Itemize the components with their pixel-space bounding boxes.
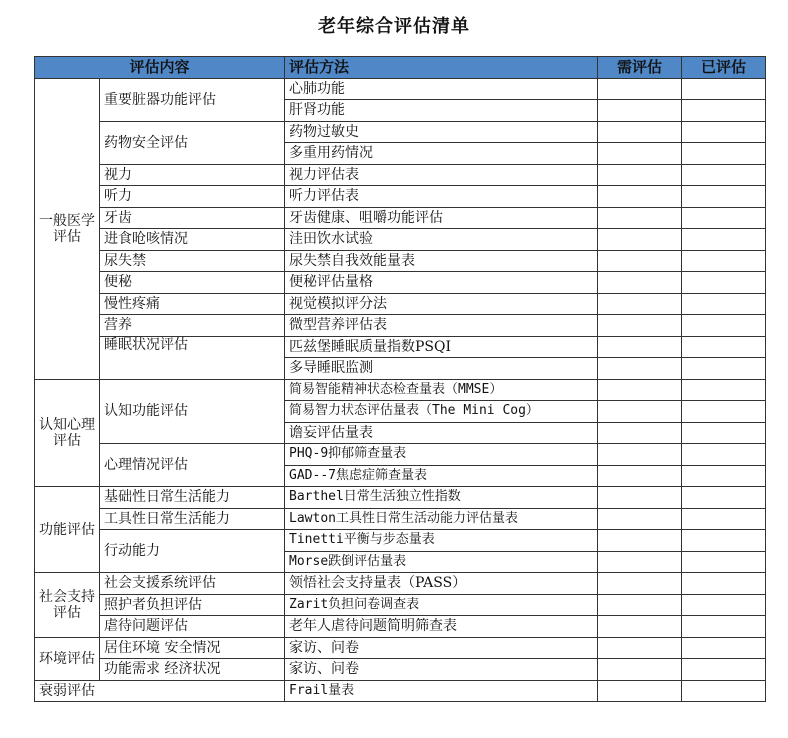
need-checkbox[interactable] xyxy=(598,487,682,509)
table-row xyxy=(35,680,766,702)
method-cell: 洼田饮水试验 xyxy=(285,229,598,251)
done-checkbox[interactable] xyxy=(682,379,766,401)
group-cognitive: 认知心理评估 xyxy=(35,379,100,487)
done-checkbox[interactable] xyxy=(682,143,766,165)
table-row xyxy=(35,487,766,509)
item-cell: 社会支援系统评估 xyxy=(100,573,285,595)
table-row xyxy=(35,594,766,616)
method-cell: 匹兹堡睡眠质量指数PSQI xyxy=(285,336,598,358)
need-checkbox[interactable] xyxy=(598,186,682,208)
item-cell: 功能需求 经济状况 xyxy=(100,659,285,681)
need-checkbox[interactable] xyxy=(598,444,682,466)
done-checkbox[interactable] xyxy=(682,229,766,251)
table-row xyxy=(35,293,766,315)
header-done: 已评估 xyxy=(682,57,766,79)
done-checkbox[interactable] xyxy=(682,465,766,487)
item-cell: 睡眠状况评估 xyxy=(100,336,285,379)
table-row xyxy=(35,573,766,595)
item-cell: 营养 xyxy=(100,315,285,337)
need-checkbox[interactable] xyxy=(598,401,682,423)
item-cell: 居住环境 安全情况 xyxy=(100,637,285,659)
done-checkbox[interactable] xyxy=(682,293,766,315)
done-checkbox[interactable] xyxy=(682,315,766,337)
table-row xyxy=(35,121,766,143)
table-row xyxy=(35,186,766,208)
done-checkbox[interactable] xyxy=(682,680,766,702)
method-cell: 家访、问卷 xyxy=(285,637,598,659)
done-checkbox[interactable] xyxy=(682,616,766,638)
done-checkbox[interactable] xyxy=(682,487,766,509)
method-cell: 视力评估表 xyxy=(285,164,598,186)
method-cell: Barthel日常生活独立性指数 xyxy=(285,487,598,509)
item-cell: 虐待问题评估 xyxy=(100,616,285,638)
need-checkbox[interactable] xyxy=(598,508,682,530)
done-checkbox[interactable] xyxy=(682,401,766,423)
group-environment: 环境评估 xyxy=(35,637,100,680)
method-cell: 听力评估表 xyxy=(285,186,598,208)
item-cell: 认知功能评估 xyxy=(100,379,285,444)
need-checkbox[interactable] xyxy=(598,637,682,659)
need-checkbox[interactable] xyxy=(598,164,682,186)
done-checkbox[interactable] xyxy=(682,508,766,530)
need-checkbox[interactable] xyxy=(598,594,682,616)
table-row xyxy=(35,444,766,466)
item-cell: 进食呛咳情况 xyxy=(100,229,285,251)
method-cell: PHQ-9抑郁筛查量表 xyxy=(285,444,598,466)
need-checkbox[interactable] xyxy=(598,358,682,380)
page-title: 老年综合评估清单 xyxy=(318,16,470,37)
table-row xyxy=(35,637,766,659)
group-general: 一般医学评估 xyxy=(35,78,100,379)
item-cell: 重要脏器功能评估 xyxy=(100,78,285,121)
method-cell: 视觉模拟评分法 xyxy=(285,293,598,315)
done-checkbox[interactable] xyxy=(682,100,766,122)
table-row xyxy=(35,659,766,681)
item-cell: 慢性疼痛 xyxy=(100,293,285,315)
need-checkbox[interactable] xyxy=(598,207,682,229)
method-cell: 家访、问卷 xyxy=(285,659,598,681)
method-cell: 药物过敏史 xyxy=(285,121,598,143)
item-cell: 牙齿 xyxy=(100,207,285,229)
need-checkbox[interactable] xyxy=(598,379,682,401)
done-checkbox[interactable] xyxy=(682,573,766,595)
need-checkbox[interactable] xyxy=(598,250,682,272)
need-checkbox[interactable] xyxy=(598,465,682,487)
done-checkbox[interactable] xyxy=(682,207,766,229)
need-checkbox[interactable] xyxy=(598,121,682,143)
table-row xyxy=(35,229,766,251)
item-cell: 行动能力 xyxy=(100,530,285,573)
method-cell: 心肺功能 xyxy=(285,78,598,100)
header-content: 评估内容 xyxy=(35,57,285,79)
table-row xyxy=(35,315,766,337)
done-checkbox[interactable] xyxy=(682,186,766,208)
need-checkbox[interactable] xyxy=(598,616,682,638)
done-checkbox[interactable] xyxy=(682,444,766,466)
method-cell: Frail量表 xyxy=(285,680,598,702)
item-cell: 工具性日常生活能力 xyxy=(100,508,285,530)
need-checkbox[interactable] xyxy=(598,78,682,100)
method-cell: 便秘评估量格 xyxy=(285,272,598,294)
need-checkbox[interactable] xyxy=(598,315,682,337)
need-checkbox[interactable] xyxy=(598,551,682,573)
header-row xyxy=(35,57,766,79)
method-cell: 牙齿健康、咀嚼功能评估 xyxy=(285,207,598,229)
done-checkbox[interactable] xyxy=(682,530,766,552)
table-row xyxy=(35,616,766,638)
need-checkbox[interactable] xyxy=(598,229,682,251)
need-checkbox[interactable] xyxy=(598,272,682,294)
table-row xyxy=(35,164,766,186)
method-cell: 尿失禁自我效能量表 xyxy=(285,250,598,272)
done-checkbox[interactable] xyxy=(682,272,766,294)
need-checkbox[interactable] xyxy=(598,143,682,165)
need-checkbox[interactable] xyxy=(598,659,682,681)
method-cell: Lawton工具性日常生活动能力评估量表 xyxy=(285,508,598,530)
done-checkbox[interactable] xyxy=(682,594,766,616)
done-checkbox[interactable] xyxy=(682,78,766,100)
need-checkbox[interactable] xyxy=(598,573,682,595)
need-checkbox[interactable] xyxy=(598,422,682,444)
item-cell: 尿失禁 xyxy=(100,250,285,272)
item-cell: 药物安全评估 xyxy=(100,121,285,164)
need-checkbox[interactable] xyxy=(598,530,682,552)
method-cell: Zarit负担问卷调查表 xyxy=(285,594,598,616)
header-need: 需评估 xyxy=(598,57,682,79)
method-cell: 肝肾功能 xyxy=(285,100,598,122)
done-checkbox[interactable] xyxy=(682,250,766,272)
need-checkbox[interactable] xyxy=(598,680,682,702)
item-cell: 视力 xyxy=(100,164,285,186)
group-social: 社会支持评估 xyxy=(35,573,100,638)
method-cell: 领悟社会支持量表（PASS） xyxy=(285,573,598,595)
method-cell: Morse跌倒评估量表 xyxy=(285,551,598,573)
method-cell: 老年人虐待问题简明筛查表 xyxy=(285,616,598,638)
done-checkbox[interactable] xyxy=(682,551,766,573)
group-frailty: 衰弱评估 xyxy=(35,680,285,702)
done-checkbox[interactable] xyxy=(682,637,766,659)
method-cell: 多重用药情况 xyxy=(285,143,598,165)
method-cell: 微型营养评估表 xyxy=(285,315,598,337)
method-cell: 简易智力状态评估量表（The Mini Cog） xyxy=(285,401,598,423)
item-cell: 照护者负担评估 xyxy=(100,594,285,616)
table-row xyxy=(35,336,766,358)
item-cell: 心理情况评估 xyxy=(100,444,285,487)
item-cell: 听力 xyxy=(100,186,285,208)
done-checkbox[interactable] xyxy=(682,336,766,358)
need-checkbox[interactable] xyxy=(598,336,682,358)
table-row xyxy=(35,530,766,552)
table-row xyxy=(35,250,766,272)
header-method: 评估方法 xyxy=(285,57,598,79)
table-row xyxy=(35,207,766,229)
method-cell: GAD--7焦虑症筛查量表 xyxy=(285,465,598,487)
done-checkbox[interactable] xyxy=(682,659,766,681)
done-checkbox[interactable] xyxy=(682,358,766,380)
need-checkbox[interactable] xyxy=(598,100,682,122)
method-cell: 多导睡眠监测 xyxy=(285,358,598,380)
table-row xyxy=(35,78,766,100)
table-row xyxy=(35,379,766,401)
method-cell: Tinetti平衡与步态量表 xyxy=(285,530,598,552)
assessment-table xyxy=(34,56,766,702)
table-row xyxy=(35,272,766,294)
done-checkbox[interactable] xyxy=(682,164,766,186)
done-checkbox[interactable] xyxy=(682,121,766,143)
done-checkbox[interactable] xyxy=(682,422,766,444)
method-cell: 谵妄评估量表 xyxy=(285,422,598,444)
item-cell: 便秘 xyxy=(100,272,285,294)
need-checkbox[interactable] xyxy=(598,293,682,315)
group-functional: 功能评估 xyxy=(35,487,100,573)
method-cell: 简易智能精神状态检查量表（MMSE） xyxy=(285,379,598,401)
item-cell: 基础性日常生活能力 xyxy=(100,487,285,509)
table-row xyxy=(35,508,766,530)
